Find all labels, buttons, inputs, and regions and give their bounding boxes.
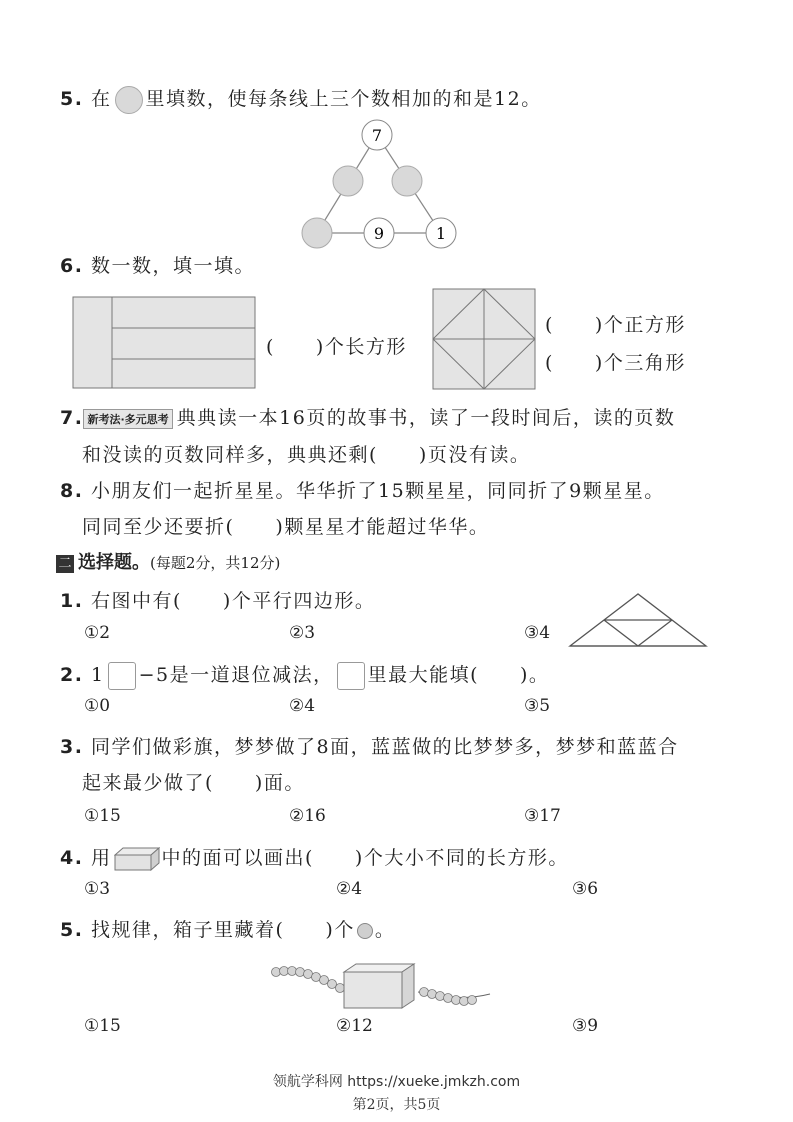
circle-left-blank <box>333 166 363 196</box>
question-text: 右图中有( )个平行四边形。 <box>91 590 376 612</box>
footer-site: 领航学科网 https://xueke.jmkzh.com <box>272 1074 521 1090</box>
question-number: 3. <box>60 736 84 758</box>
section-title: 选择题。 <box>78 552 150 573</box>
option: ①15 <box>84 1016 121 1036</box>
blank-circle-icon <box>115 86 143 114</box>
page-number: 第2页，共5页 <box>352 1097 441 1113</box>
triangle-count-blank: ( )个三角形 <box>545 352 686 374</box>
question-text: 同学们做彩旗，梦梦做了8面，蓝蓝做的比梦梦多，梦梦和蓝蓝合 <box>91 736 679 758</box>
question-text: 在 <box>91 88 112 110</box>
triangle-circle-diagram <box>295 115 465 250</box>
question-text: 用 <box>91 847 112 869</box>
bead-string-box-figure <box>268 958 496 1014</box>
question-text: 1 <box>91 664 105 686</box>
rectangle-count-blank: ( )个长方形 <box>266 336 407 358</box>
question-text: 小朋友们一起折星星。华华折了15颗星星，同同折了9颗星星。 <box>91 480 665 502</box>
option: ①3 <box>84 879 111 899</box>
choice-5 <box>60 915 395 942</box>
choice-2 <box>60 660 549 690</box>
question-number: 6. <box>60 255 84 277</box>
new-format-tag: 新考法·多元思考 <box>83 409 172 429</box>
question-8 <box>60 476 665 503</box>
choice-1 <box>60 586 375 613</box>
option: ③5 <box>524 696 551 716</box>
option: ③9 <box>572 1016 599 1036</box>
number-bottom-right: 1 <box>435 224 447 243</box>
question-number: 8. <box>60 480 84 502</box>
choice-3 <box>60 732 679 759</box>
square-count-blank: ( )个正方形 <box>545 314 686 336</box>
bead-icon <box>357 923 373 939</box>
question-7 <box>60 403 675 430</box>
question-number: 5. <box>60 88 84 110</box>
option: ①2 <box>84 623 111 643</box>
question-text: 典典读一本16页的故事书，读了一段时间后，读的页数 <box>176 407 676 429</box>
question-number: 5. <box>60 919 84 941</box>
square-triangle-figure <box>432 288 538 392</box>
option: ③6 <box>572 879 599 899</box>
section-number-icon: 二 <box>56 555 74 573</box>
cuboid-icon <box>114 847 160 871</box>
question-6 <box>60 251 255 278</box>
blank-box-icon <box>108 662 136 690</box>
option: ②4 <box>336 879 363 899</box>
circle-right-blank <box>392 166 422 196</box>
option: ②12 <box>336 1016 373 1036</box>
section-note: (每题2分，共12分) <box>150 554 281 572</box>
question-number: 1. <box>60 590 84 612</box>
question-7-line2: 和没读的页数同样多，典典还剩( )页没有读。 <box>82 444 531 466</box>
blank-box-icon <box>337 662 365 690</box>
question-text: 中的面可以画出( )个大小不同的长方形。 <box>161 847 569 869</box>
question-5 <box>60 84 542 114</box>
choice-3-line2: 起来最少做了( )面。 <box>82 772 305 794</box>
question-text: 里填数，使每条线上三个数相加的和是12。 <box>145 88 542 110</box>
number-top: 7 <box>371 126 383 145</box>
option: ①0 <box>84 696 111 716</box>
option: ②16 <box>289 806 326 826</box>
question-number: 2. <box>60 664 84 686</box>
question-text: 里最大能填( )。 <box>367 664 550 686</box>
question-text: 数一数，填一填。 <box>91 255 256 277</box>
rectangle-figure <box>72 296 258 390</box>
option: ③17 <box>524 806 561 826</box>
question-8-line2: 同同至少还要折( )颗星星才能超过华华。 <box>82 516 490 538</box>
parallelogram-figure <box>568 592 708 648</box>
choice-4 <box>60 843 569 871</box>
number-bottom-mid: 9 <box>373 224 385 243</box>
circle-bottom-left-blank <box>302 218 332 248</box>
question-text: −5是一道退位减法， <box>138 664 334 686</box>
option: ①15 <box>84 806 121 826</box>
option: ③4 <box>524 623 551 643</box>
option: ②4 <box>289 696 316 716</box>
option: ②3 <box>289 623 316 643</box>
question-number: 7. <box>60 407 84 429</box>
section-header <box>56 548 280 574</box>
question-text: 。 <box>374 919 396 941</box>
question-number: 4. <box>60 847 84 869</box>
question-text: 找规律，箱子里藏着( )个 <box>91 919 355 941</box>
